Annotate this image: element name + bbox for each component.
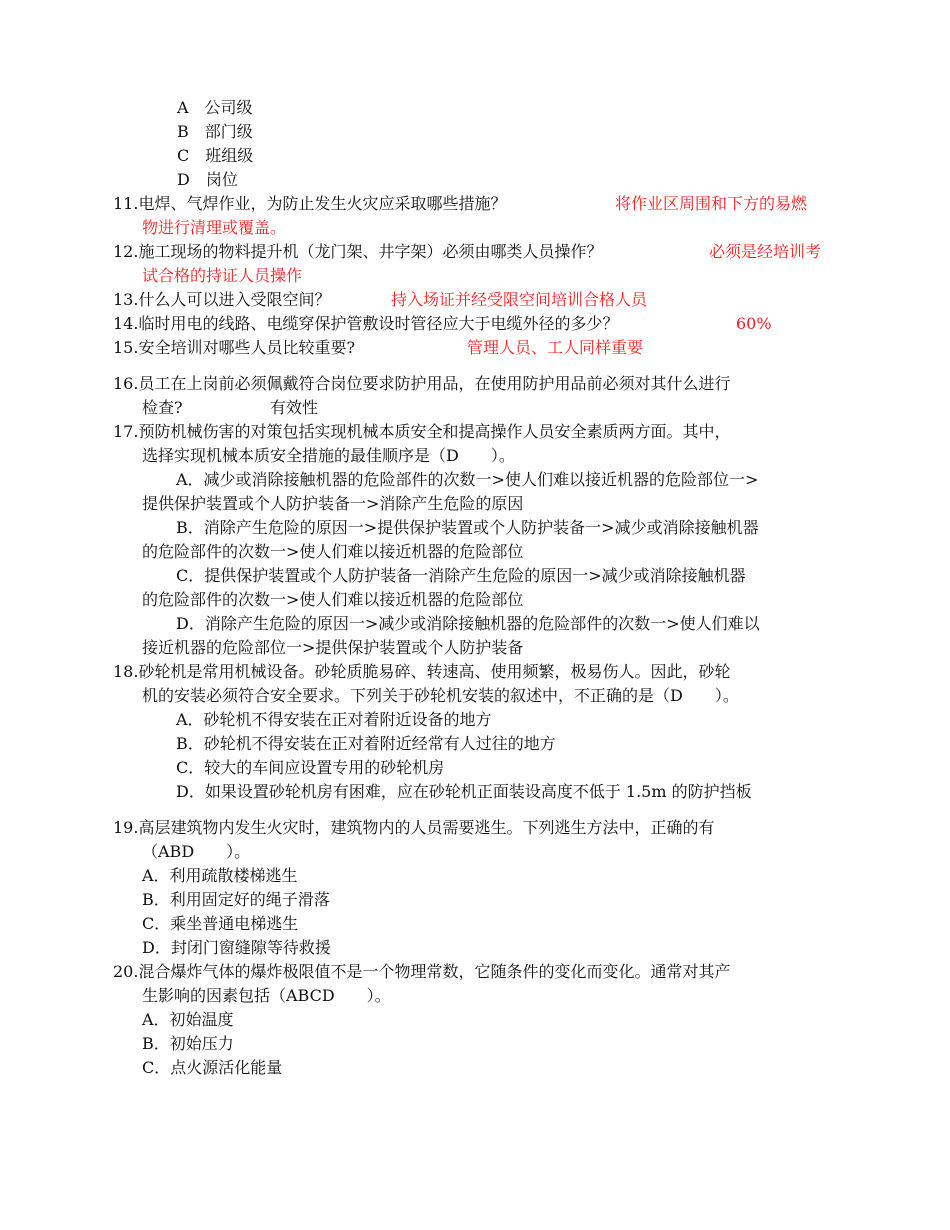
q18-question-line2: 机的安装必须符合安全要求。下列关于砂轮机安装的叙述中，不正确的是（D ）。 (142, 686, 739, 705)
q16-question-line2: 检查? (142, 398, 183, 417)
q17-question-line2: 选择实现机械本质安全措施的最佳顺序是（D ）。 (142, 446, 515, 465)
q20-option-b: B．初始压力 (142, 1034, 234, 1053)
q20-option-c: C．点火源活化能量 (142, 1058, 283, 1077)
q17-option-d-line1: D．消除产生危险的原因一>减少或消除接触机器的危险部件的次数一>使人们难以 (176, 614, 760, 633)
q19-option-a: A．利用疏散楼梯逃生 (142, 866, 298, 885)
q16-question-line1: 16.员工在上岗前必须佩戴符合岗位要求防护用品，在使用防护用品前必须对其什么进行 (113, 374, 731, 393)
q12-answer-line2: 试合格的持证人员操作 (142, 266, 303, 285)
q14-answer: 60% (736, 314, 772, 333)
q20-option-a: A．初始温度 (142, 1010, 234, 1029)
q17-option-a-line1: A．减少或消除接触机器的危险部件的次数一>使人们难以接近机器的危险部位一> (176, 470, 759, 489)
q18-option-b: B．砂轮机不得安装在正对着附近经常有人过往的地方 (176, 734, 556, 753)
q10-option-a: A 公司级 (177, 98, 253, 117)
q19-option-b: B．利用固定好的绳子滑落 (142, 890, 330, 909)
q13-question: 13.什么人可以进入受限空间？ (113, 290, 331, 309)
q11-answer-line1: 将作业区周围和下方的易燃 (615, 194, 808, 213)
q19-question-line1: 19.高层建筑物内发生火灾时，建筑物内的人员需要逃生。下列逃生方法中，正确的有 (113, 818, 715, 837)
q10-option-b: B 部门级 (177, 122, 253, 141)
q17-option-b-line2: 的危险部件的次数一>使人们难以接近机器的危险部位 (142, 542, 524, 561)
q14-question: 14.临时用电的线路、电缆穿保护管敷设时管径应大于电缆外径的多少？ (113, 314, 619, 333)
q17-option-b-line1: B．消除产生危险的原因一>提供保护装置或个人防护装备一>减少或消除接触机器 (176, 518, 759, 537)
q18-option-a: A．砂轮机不得安装在正对着附近设备的地方 (176, 710, 492, 729)
q15-question: 15.安全培训对哪些人员比较重要? (113, 338, 356, 357)
q10-option-d: D 岗位 (177, 170, 238, 189)
q11-question: 11.电焊、气焊作业，为防止发生火灾应采取哪些措施？ (113, 194, 507, 213)
q17-option-c-line2: 的危险部件的次数一>使人们难以接近机器的危险部位 (142, 590, 524, 609)
q20-question-line2: 生影响的因素包括（ABCD ）。 (142, 986, 391, 1005)
q12-question: 12.施工现场的物料提升机（龙门架、井字架）必须由哪类人员操作？ (113, 242, 603, 261)
q12-answer-line1: 必须是经培训考 (709, 242, 822, 261)
q17-option-d-line2: 接近机器的危险部位一>提供保护装置或个人防护装备 (142, 638, 524, 657)
q11-answer-line2: 物进行清理或覆盖。 (142, 218, 287, 237)
q17-option-a-line2: 提供保护装置或个人防护装备一>消除产生危险的原因 (142, 494, 524, 513)
q19-option-d: D．封闭门窗缝隙等待救援 (142, 938, 331, 957)
q10-option-c: C 班组级 (177, 146, 254, 165)
q17-question-line1: 17.预防机械伤害的对策包括实现机械本质安全和提高操作人员安全素质两方面。其中， (113, 422, 731, 441)
q15-answer: 管理人员、工人同样重要 (467, 338, 644, 357)
q20-question-line1: 20.混合爆炸气体的爆炸极限值不是一个物理常数，它随条件的变化而变化。通常对其产 (113, 962, 731, 981)
q16-answer: 有效性 (270, 398, 319, 417)
q18-question-line1: 18.砂轮机是常用机械设备。砂轮质脆易碎、转速高、使用频繁，极易伤人。因此，砂轮 (113, 662, 731, 681)
q18-option-c: C．较大的车间应设置专用的砂轮机房 (176, 758, 445, 777)
q19-option-c: C．乘坐普通电梯逃生 (142, 914, 299, 933)
q18-option-d: D．如果设置砂轮机房有困难，应在砂轮机正面装设高度不低于 1.5m 的防护挡板 (176, 782, 752, 801)
q17-option-c-line1: C．提供保护装置或个人防护装备一消除产生危险的原因一>减少或消除接触机器 (176, 566, 746, 585)
q19-question-line2: （ABD ）。 (142, 842, 251, 861)
q13-answer: 持入场证并经受限空间培训合格人员 (391, 290, 648, 309)
